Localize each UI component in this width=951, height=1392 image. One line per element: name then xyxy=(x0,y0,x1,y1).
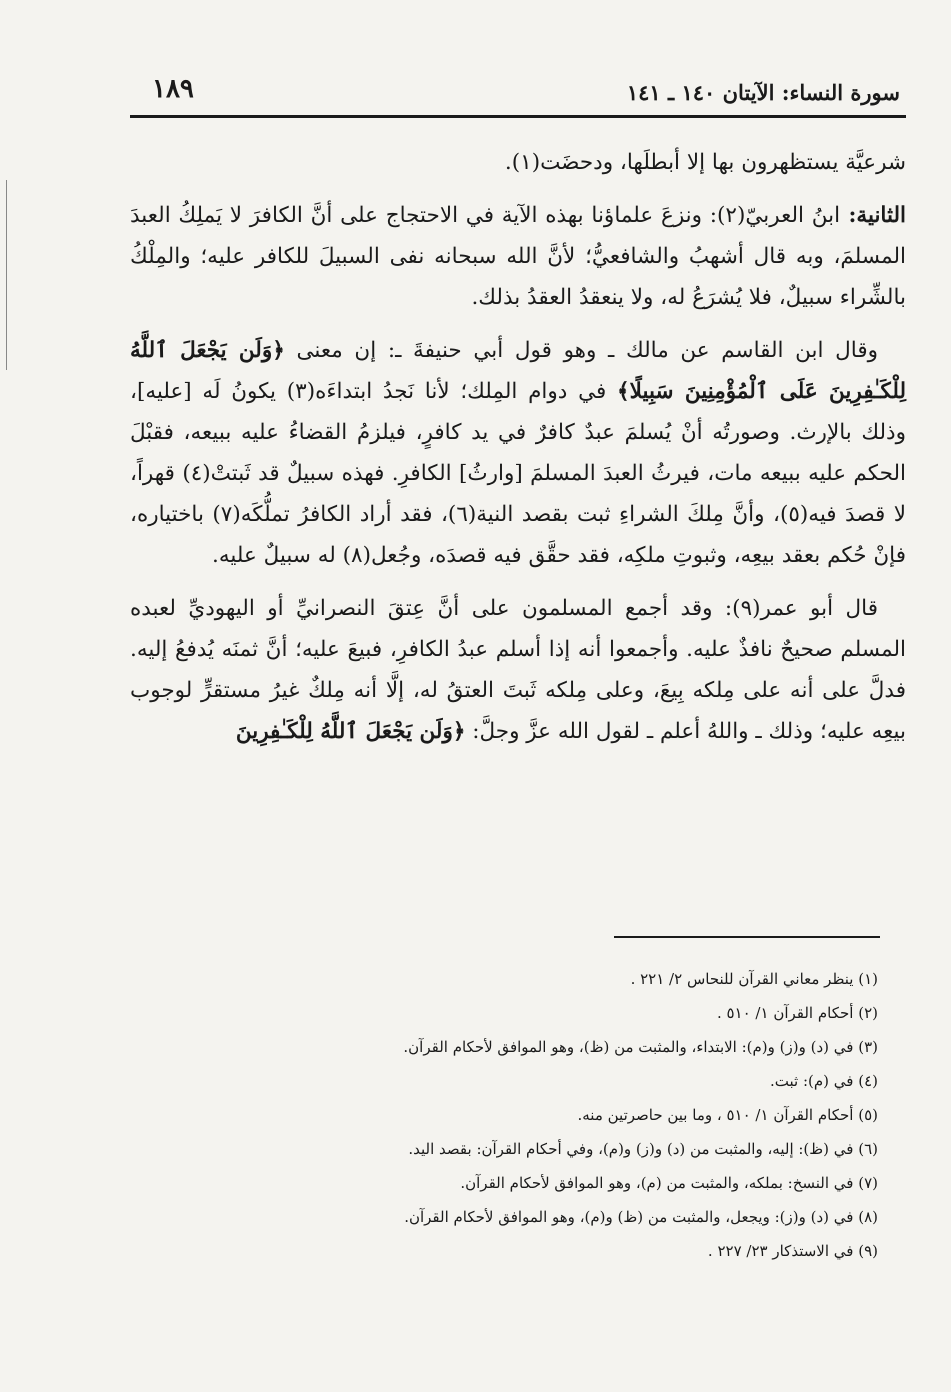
paragraph-3 xyxy=(130,330,906,576)
footnote: (١) ينظر معاني القرآن للنحاس ٢/ ٢٢١ . xyxy=(630,970,878,988)
quran-verse: ﴿وَلَن يَجْعَلَ ٱللَّهُ لِلْكَـٰفِرِينَ xyxy=(235,719,466,744)
paragraph-text: ابنُ العربيّ(٢): ونزعَ علماؤنا بهذه الآية في الاحتجاج على أنَّ الكافرَ لا يَملِكُ العبدَ المسلمَ، وبه قال أشهبُ والشافعيُّ؛ لأنَّ الله سبحانه نفى السبيلَ للكافر عليه؛ والمِلْكُ بالشِّراء سبيلٌ، فلا يُشرَعُ له، ولا ينعقدُ العقدُ بذلك. xyxy=(130,203,906,310)
paragraph-2 xyxy=(130,195,906,318)
scan-margin-line xyxy=(6,180,7,370)
footnote: (٨) في (د) و(ز): ويجعل، والمثبت من (ظ) و(م)، وهو الموافق لأحكام القرآن. xyxy=(404,1208,878,1226)
page-header xyxy=(130,66,906,118)
footnote: (٤) في (م): ثبت. xyxy=(770,1072,878,1090)
paragraph-text: قال أبو عمر(٩): وقد أجمع المسلمون على أنَّ عِتقَ النصرانيِّ أو اليهوديِّ لعبده المسلم صحيحٌ نافذٌ عليه. وأجمعوا أنه إذا أسلم عبدُ الكافرِ، فبيعَ عليه؛ أنَّ ثمنَه يُدفعُ إليه. فدلَّ على أنه على مِلكه بِيعَ، وعلى مِلكه ثَبتَ العتقُ له، إلَّا أنه مِلكٌ غيرُ مستقرٍّ لوجوب بيعِه عليه؛ وذلك ـ واللهُ أعلم ـ لقول الله عزَّ وجلَّ: xyxy=(130,596,906,744)
paragraph-text: في دوام المِلك؛ لأنا نَجدُ ابتداءَه(٣) يكونُ لَه [عليه]، وذلك بالإرث. وصورتُه أنْ يُسلمَ عبدٌ كافرٌ في يد كافرٍ، فيلزمُ القضاءُ عليه ببيعه، فقبْلَ الحكم عليه ببيعه مات، فيرثُ العبدَ المسلمَ [وارثُ] الكافرِ. فهذه سبيلٌ قد ثَبتتْ(٤) قهراً، لا قصدَ فيه(٥)، وأنَّ مِلكَ الشراءِ ثبت بقصد النية(٦)، فقد أراد الكافرُ تملُّكَه(٧) باختياره، فإنْ حُكم بعقد بيعِه، وثبوتِ ملكِه، فقد حقَّق فيه قصدَه، وجُعل(٨) له سبيلٌ عليه. xyxy=(130,379,906,568)
page-number: ١٨٩ xyxy=(152,74,194,104)
header-rule xyxy=(130,115,906,118)
footnote-separator xyxy=(614,936,880,938)
footnote: (٢) أحكام القرآن ١/ ٥١٠ . xyxy=(716,1004,878,1022)
footnote: (٣) في (د) و(ز) و(م): الابتداء، والمثبت من (ظ)، وهو الموافق لأحكام القرآن. xyxy=(403,1038,878,1056)
paragraph-1 xyxy=(130,142,906,183)
quran-verse: ﴿وَلَن يَجْعَلَ ٱللَّهُ لِلْكَـٰفِرِينَ عَلَى ٱلْمُؤْمِنِينَ سَبِيلًا﴾ xyxy=(130,338,906,404)
paragraph-text: شرعيَّة يستظهرون بها إلا أبطلَها، ودحضَت(١). xyxy=(504,150,906,175)
running-title: سورة النساء: الآيتان ١٤٠ ـ ١٤١ xyxy=(626,80,900,105)
footnote: (٥) أحكام القرآن ١/ ٥١٠ ، وما بين حاصرتين منه. xyxy=(577,1106,878,1124)
section-lead: الثانية: xyxy=(840,203,906,228)
main-text xyxy=(130,142,906,764)
footnote: (٧) في النسخ: بملكه، والمثبت من (م)، وهو الموافق لأحكام القرآن. xyxy=(460,1174,878,1192)
paragraph-4 xyxy=(130,588,906,752)
footnotes xyxy=(130,962,878,1268)
paragraph-text: وقال ابن القاسم عن مالك ـ وهو قول أبي حنيفةَ ـ: إن معنى xyxy=(284,338,878,363)
footnote: (٩) في الاستذكار ٢٣/ ٢٢٧ . xyxy=(707,1242,878,1260)
footnote: (٦) في (ظ): إليه، والمثبت من (د) و(ز) و(م)، وفي أحكام القرآن: بقصد اليد. xyxy=(408,1140,878,1158)
